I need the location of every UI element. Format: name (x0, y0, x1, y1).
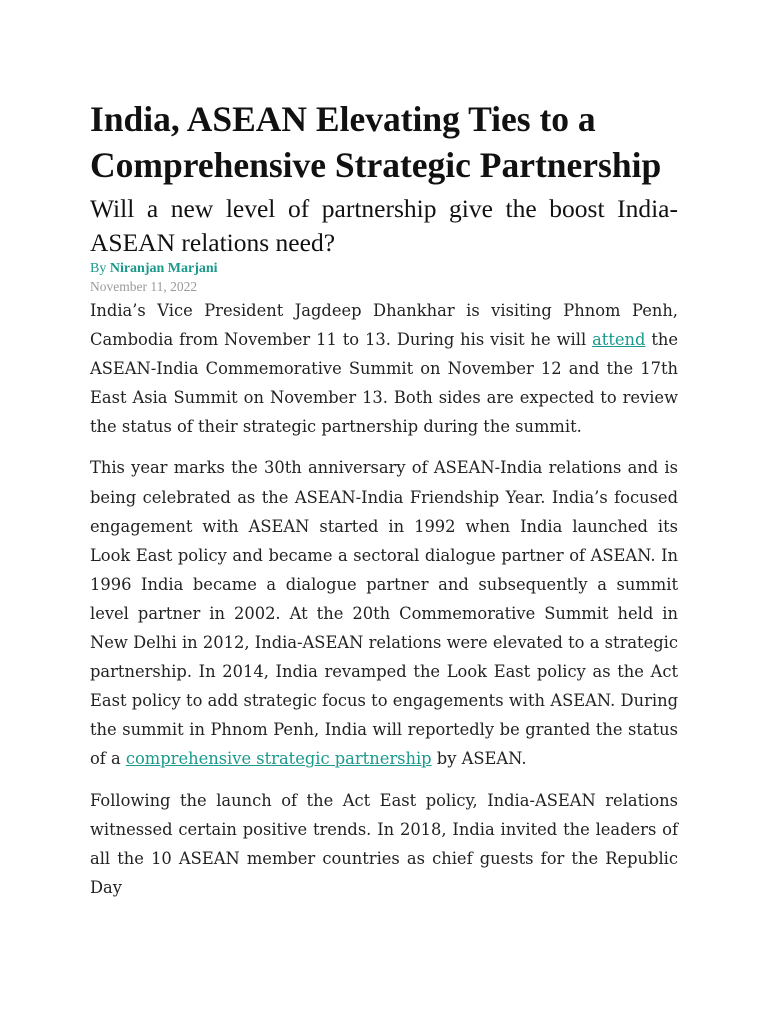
comprehensive-strategic-partnership-link[interactable]: comprehensive strategic partnership (125, 749, 432, 769)
publish-date: November 11, 2022 (90, 279, 198, 294)
author-link[interactable]: Niranjan Marjani (109, 261, 218, 276)
paragraph-1 (90, 296, 678, 441)
byline-prefix: By (90, 261, 110, 276)
attend-link[interactable]: attend (592, 330, 646, 350)
paragraph-2-text-start: This year marks the 30th anniversary of ASEAN-India relations and is being celebrated as the ASEAN-India Friendship Year. India’s focused engagement with ASEAN started in 1992 when India launched its Look East policy and became a sectoral dialogue partner of ASEAN. In 1996 India became a dialogue partner and subsequently a summit level partner in 2002. At the 20th Commemorative Summit held in New Delhi in 2012, India-ASEAN relations were elevated to a strategic partnership. In 2014, India revamped the Look East policy as the Act East policy to add strategic focus to engagements with ASEAN. During the summit in Phnom Penh, India will reportedly be granted the status of a (90, 458, 678, 769)
article-subtitle: Will a new level of partnership give the boost India-ASEAN relations need? (90, 194, 678, 257)
paragraph-1-text-end: the ASEAN-India Commemorative Summit on November 12 and the 17th East Asia Summit on November 13. Both sides are expected to review the status of their strategic partnership during the summit. (90, 330, 679, 437)
article-title: India, ASEAN Elevating Ties to a Comprehensive Strategic Partnership (90, 99, 662, 185)
byline (90, 260, 678, 278)
paragraph-2-text-end: by ASEAN. (431, 749, 527, 769)
paragraph-2 (90, 453, 678, 773)
paragraph-3: Following the launch of the Act East policy, India-ASEAN relations witnessed certain positive trends. In 2018, India invited the leaders of all the 10 ASEAN member countries as chief guests for the Republic Day (90, 790, 678, 897)
paragraph-1-text-start: India’s Vice President Jagdeep Dhankhar is visiting Phnom Penh, Cambodia from November 11 to 13. During his visit he will (90, 301, 678, 350)
article (90, 96, 678, 914)
